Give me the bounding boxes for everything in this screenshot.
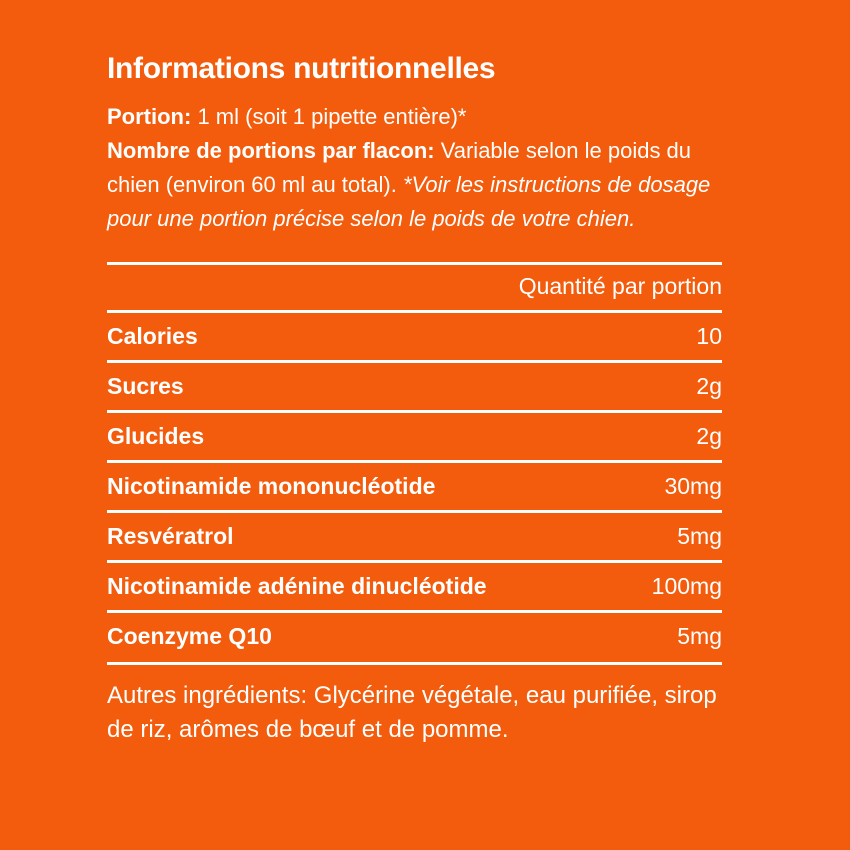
nutrient-name: Nicotinamide mononucléotide <box>107 473 436 499</box>
panel-title: Informations nutritionnelles <box>107 52 496 85</box>
nutrition-table <box>107 262 722 665</box>
table-row <box>107 363 722 413</box>
table-row <box>107 313 722 363</box>
nutrition-facts-panel <box>107 50 722 771</box>
dosage-note: *Voir les instructions de dosage pour une portion précise selon le poids de votre chien. <box>107 172 711 231</box>
nutrient-name: Resvératrol <box>107 523 234 549</box>
nutrient-name: Glucides <box>107 423 205 449</box>
nutrient-amount: 5mg <box>677 623 722 649</box>
nutrient-amount: 5mg <box>677 523 722 549</box>
nutrient-amount: 30mg <box>664 473 722 499</box>
nutrient-name: Nicotinamide adénine dinucléotide <box>107 573 487 599</box>
nutrient-amount: 2g <box>696 423 722 449</box>
nutrient-name: Coenzyme Q10 <box>107 623 272 649</box>
table-row <box>107 463 722 513</box>
other-ingredients: Autres ingrédients: Glycérine végétale, eau purifiée, sirop de riz, arômes de bœuf et de pomme. <box>107 682 717 743</box>
table-row <box>107 613 722 660</box>
table-bottom-rule <box>107 662 722 665</box>
table-row <box>107 513 722 563</box>
table-row <box>107 413 722 463</box>
servings-per-bottle-value: Variable selon le poids du chien (environ 60 ml au total). <box>107 138 692 197</box>
nutrient-name: Sucres <box>107 373 184 399</box>
table-header: Quantité par portion <box>107 265 722 313</box>
serving-value: 1 ml (soit 1 pipette entière)* <box>191 104 467 129</box>
table-row <box>107 563 722 613</box>
nutrient-amount: 10 <box>696 323 722 349</box>
nutrient-amount: 100mg <box>651 573 722 599</box>
servings-per-bottle-label: Nombre de portions par flacon: <box>107 138 435 163</box>
serving-label: Portion: <box>107 104 192 129</box>
serving-info <box>107 100 722 236</box>
nutrient-name: Calories <box>107 323 198 349</box>
nutrient-amount: 2g <box>696 373 722 399</box>
